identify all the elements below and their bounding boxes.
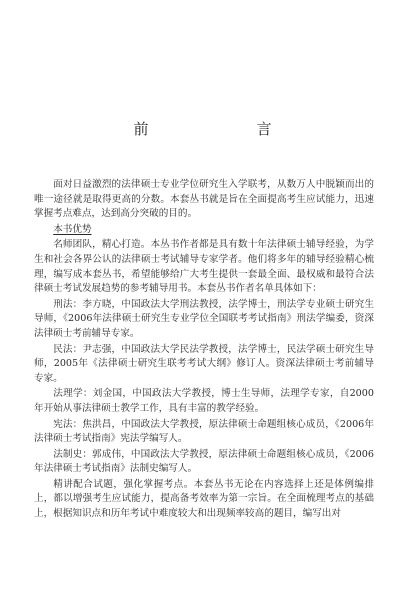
paragraph-constitutional-law: 宪法：焦洪昌，中国政法大学教授，原法律硕士命题组核心成员，《2006年法律硕士考试指南》宪法学编写人。 (34, 418, 374, 445)
paragraph-jurisprudence: 法理学：刘金国，中国政法大学教授，博士生导师，法理学专家，自2000年开始从事法律硕士教学工作，具有丰富的教学经验。 (34, 388, 374, 414)
paragraph-team: 名师团队，精心打造。本丛书作者都是具有数十年法律硕士辅导经验，为学生和社会各界公认的法律硕士考试辅导专家学者。他们将多年的辅导经验精心梳理，编写成本套丛书，希望能够给广大考生提供一套最全面、最权威和最符合法律硕士考试发展趋势的参考辅导用书。本套丛书作者名单具体如下： (34, 239, 374, 295)
page-title: 前 言 (133, 120, 298, 138)
paragraph-civil-law: 民法：尹志强，中国政法大学民法学教授，法学博士，民法学硕士研究生导师，2005年《法律硕士研究生联考考试大纲》修订人。资深法律硕士考前辅导专家。 (34, 343, 374, 384)
paragraph-exercises: 精讲配合试题，强化掌握考点。本套丛书无论在内容选择上还是体例编排上，都以增强考生应试能力，提高备考效率为第一宗旨。在全面梳理考点的基础上，根据知识点和历年考试中难度较大和出现频率较高的题目，编写出对 (34, 478, 374, 520)
document-body (34, 178, 374, 523)
paragraph-criminal-law: 刑法：李方晓，中国政法大学刑法教授，法学博士，刑法学专业硕士研究生导师，《2006年法律硕士研究生专业学位全国联考考试指南》刑法学编委，资深法律硕士考前辅导专家。 (34, 298, 374, 339)
paragraph-legal-history: 法制史：郭成伟，中国政法大学教授，原法律硕士命题组核心成员，《2006年法律硕士考试指南》法制史编写人。 (34, 448, 374, 475)
paragraph-intro: 面对日益激烈的法律硕士专业学位研究生入学联考，从数万人中脱颖而出的唯一途径就是取得更高的分数。本套丛书就是旨在全面提高考生应试能力，迅速掌握考点难点，达到高分突破的目的。 (34, 179, 374, 220)
section-heading: 本书优势 (53, 223, 92, 235)
